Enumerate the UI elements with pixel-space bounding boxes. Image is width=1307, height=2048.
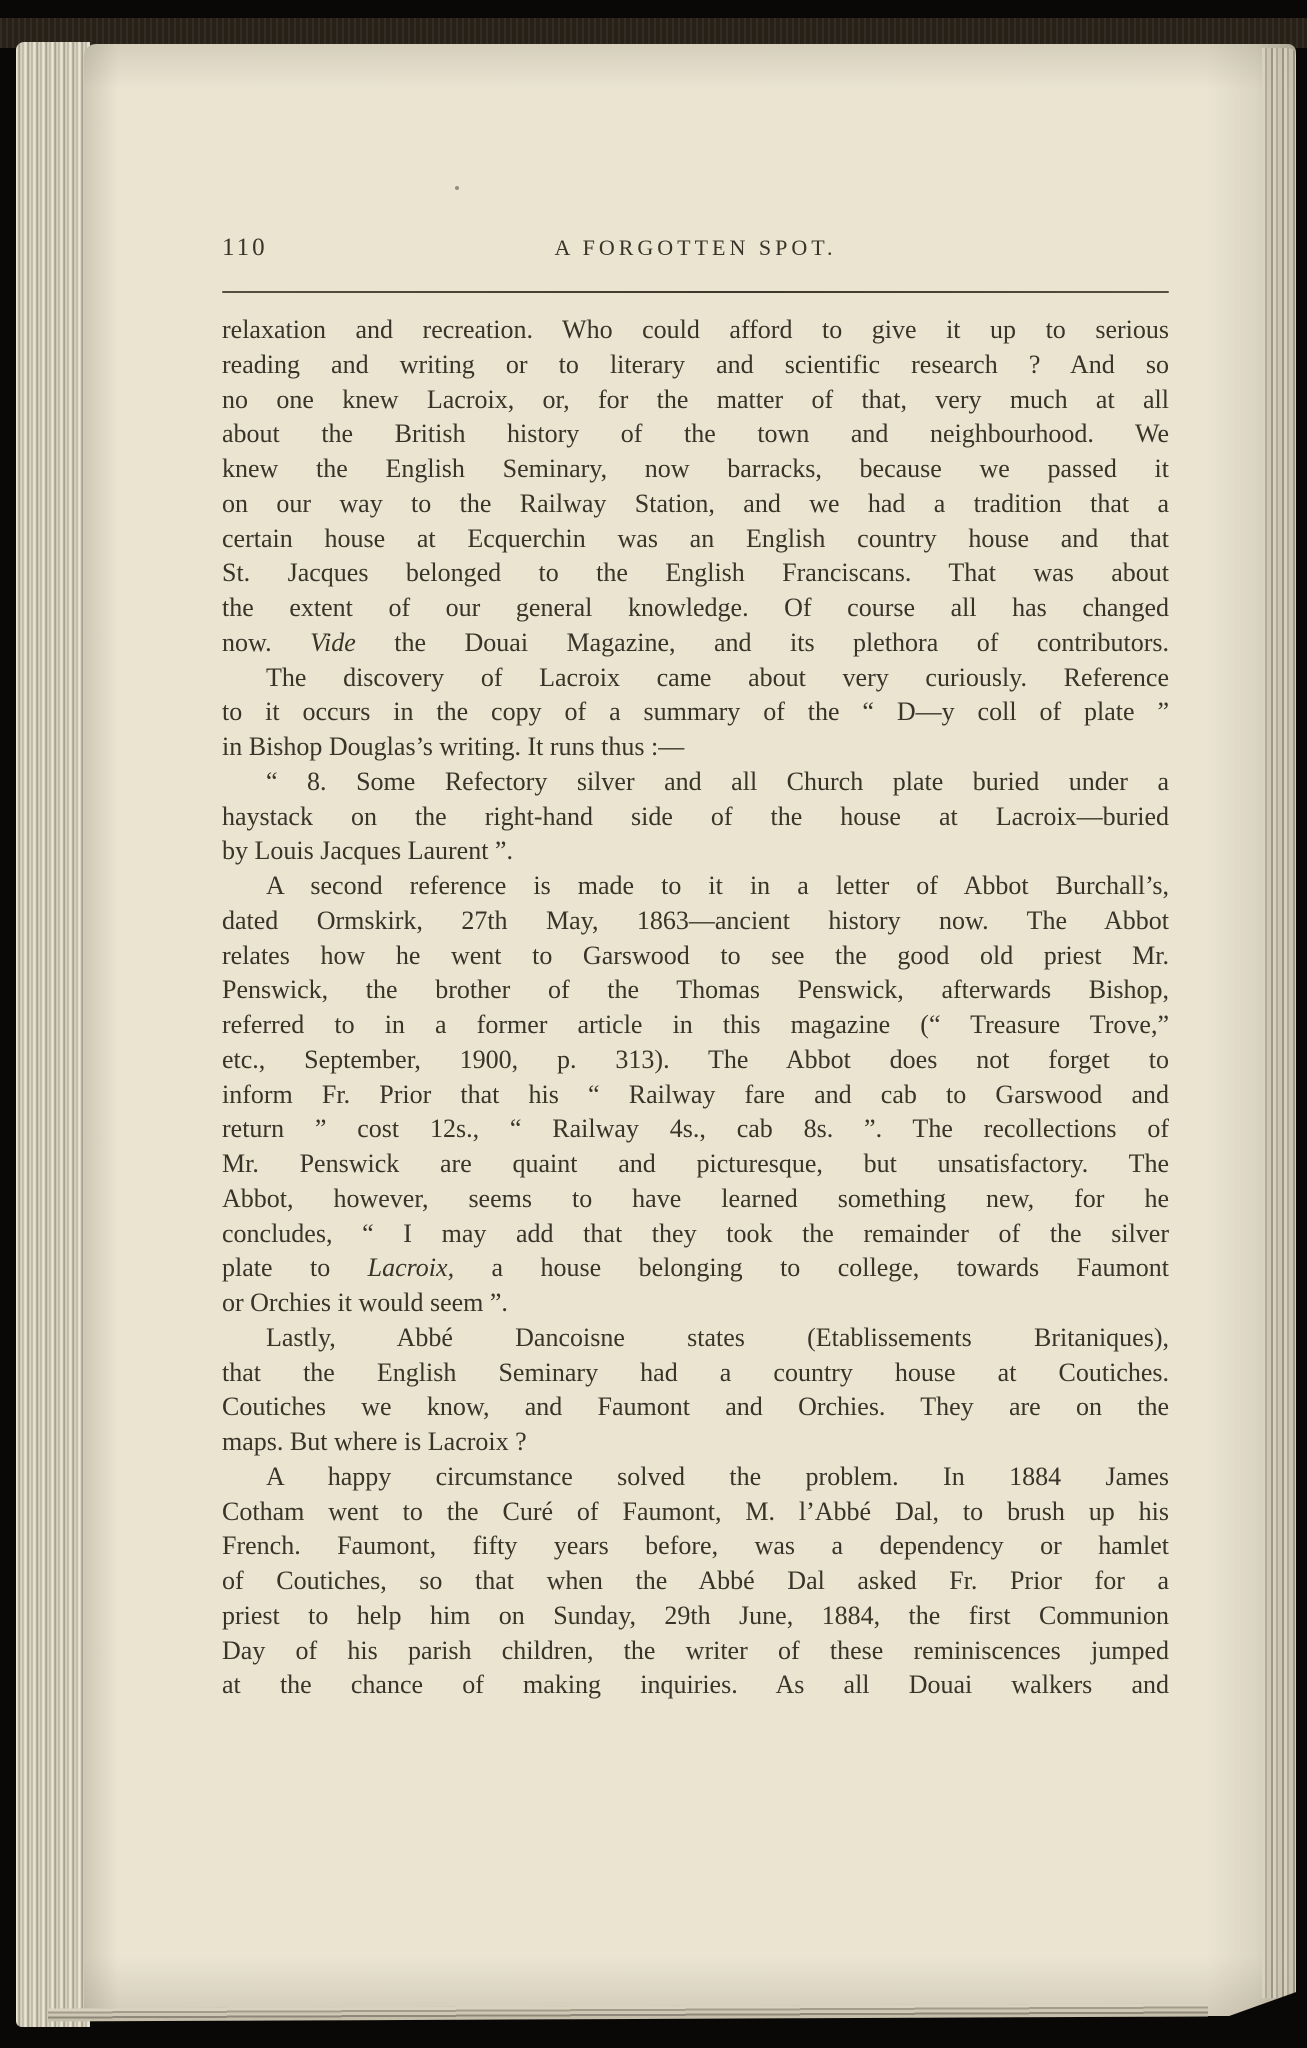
page-stack-left-edges [16, 42, 90, 2027]
text-block [222, 313, 1169, 1703]
text-line: to it occurs in the copy of a summary of the “ D—y coll of plate ” [222, 697, 1169, 727]
text-line: A second reference is made to it in a letter of Abbot Burchall’s, [266, 871, 1169, 900]
text-line: relaxation and recreation. Who could afford to give it up to serious [222, 315, 1169, 344]
text-line: “ 8. Some Refectory silver and all Church plate buried under a [266, 766, 1169, 796]
text-line: etc., September, 1900, p. 313). The Abbot does not forget to [222, 1044, 1169, 1074]
text-line: Penswick, the brother of the Thomas Penswick, afterwards Bishop, [222, 975, 1169, 1005]
text-line: on our way to the Railway Station, and we had a tradition that a [222, 488, 1169, 518]
text-line: concludes, “ I may add that they took the remainder of the silver [222, 1218, 1169, 1248]
text-line: by Louis Jacques Laurent ”. [222, 836, 513, 866]
text-line: that the English Seminary had a country house at Coutiches. [222, 1357, 1169, 1387]
text-line: St. Jacques belonged to the English Franciscans. That was about [222, 558, 1169, 588]
text-line: no one knew Lacroix, or, for the matter of that, very much at all [222, 384, 1169, 414]
text-line: of Coutiches, so that when the Abbé Dal asked Fr. Prior for a [222, 1566, 1169, 1595]
text-line: plate to Lacroix, a house belonging to college, towards Faumont [222, 1253, 1169, 1283]
text-line: referred to in a former article in this magazine (“ Treasure Trove,” [222, 1010, 1169, 1039]
text-line: relates how he went to Garswood to see the good old priest Mr. [222, 940, 1169, 970]
text-line: Day of his parish children, the writer of these reminiscences jumped [222, 1635, 1169, 1665]
text-line: certain house at Ecquerchin was an English country house and that [222, 523, 1169, 553]
text-line: the extent of our general knowledge. Of course all has changed [222, 593, 1169, 622]
text-line: Lastly, Abbé Dancoisne states (Etablissements Britaniques), [266, 1322, 1169, 1352]
page-number: 110 [222, 234, 268, 261]
header-rule [222, 291, 1169, 293]
paper-speck [455, 186, 459, 190]
text-line: now. Vide the Douai Magazine, and its plethora of contributors. [222, 627, 1169, 657]
text-line: haystack on the right-hand side of the house at Lacroix—buried [222, 801, 1169, 831]
text-line: knew the English Seminary, now barracks, because we passed it [222, 454, 1169, 483]
text-line: dated Ormskirk, 27th May, 1863—ancient history now. The Abbot [222, 905, 1169, 935]
text-line: French. Faumont, fifty years before, was a dependency or hamlet [222, 1531, 1169, 1561]
text-line: maps. But where is Lacroix ? [222, 1427, 527, 1456]
text-line: in Bishop Douglas’s writing. It runs thus :— [222, 732, 685, 761]
text-line: inform Fr. Prior that his “ Railway fare and cab to Garswood and [222, 1079, 1169, 1109]
text-line: or Orchies it would seem ”. [222, 1288, 508, 1317]
text-line: Coutiches we know, and Faumont and Orchies. They are on the [222, 1392, 1169, 1422]
page-stack-right-edges [1262, 48, 1296, 1998]
text-line: Cotham went to the Curé of Faumont, M. l’Abbé Dal, to brush up his [222, 1496, 1169, 1526]
text-line: priest to help him on Sunday, 29th June, 1884, the first Communion [222, 1600, 1169, 1630]
text-line: reading and writing or to literary and scientific research ? And so [222, 349, 1169, 379]
text-line: Abbot, however, seems to have learned something new, for he [222, 1183, 1169, 1213]
text-line: The discovery of Lacroix came about very curiously. Reference [266, 662, 1169, 692]
text-line: A happy circumstance solved the problem. In 1884 James [266, 1461, 1169, 1491]
text-line: at the chance of making inquiries. As all Douai walkers and [222, 1670, 1169, 1700]
text-line: about the British history of the town and neighbourhood. We [222, 419, 1169, 449]
text-line: Mr. Penswick are quaint and picturesque, but unsatisfactory. The [222, 1149, 1169, 1178]
text-line: return ” cost 12s., “ Railway 4s., cab 8s. ”. The recollections of [222, 1114, 1169, 1144]
running-header: A FORGOTTEN SPOT. [554, 235, 837, 260]
